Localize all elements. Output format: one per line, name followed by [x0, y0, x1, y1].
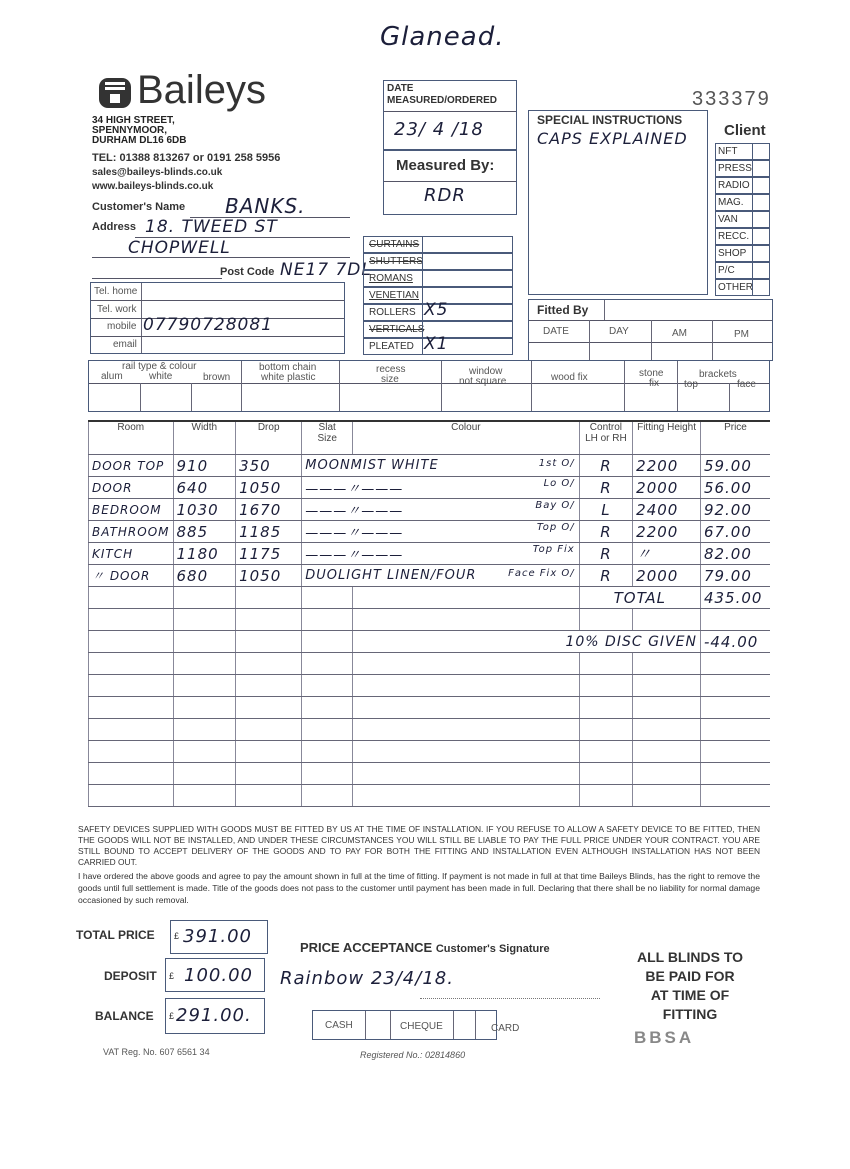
discount-label: 10% DISC GIVEN [353, 631, 701, 653]
price-acceptance-label [300, 940, 550, 955]
vat-number: VAT Reg. No. 607 6561 34 [103, 1047, 210, 1057]
currency-symbol: £ [169, 971, 175, 981]
cell-width[interactable] [173, 785, 236, 807]
cell-width[interactable] [173, 741, 236, 763]
table-row [89, 455, 771, 477]
cell-colour[interactable] [353, 587, 580, 609]
agreement-text: I have ordered the above goods and agree to pay the amount shown in full at the time of fitting. If payment is not made in full at that time Baileys Blinds, has the right to remove the goods until full settlement is made. Title of the goods does not pass to the customer until payment has been made in full. Declaring that there shall be no liability for normal damage occasioned by such removal. [78, 871, 760, 905]
cell-drop[interactable] [236, 719, 302, 741]
rail-type-label: rail type & colour [122, 361, 197, 372]
cell-room[interactable] [89, 741, 174, 763]
total-price-value: 391.00 [183, 926, 252, 947]
fitting-options-row [88, 360, 770, 412]
company-tel: TEL: 01388 813267 or 0191 258 5956 [92, 152, 281, 164]
date-label [387, 83, 497, 107]
cell-price[interactable] [700, 697, 770, 719]
cell-fitting-height[interactable]: 2400 [633, 499, 701, 521]
date-box [383, 80, 517, 150]
col-colour: Colour [353, 421, 580, 455]
cell-price[interactable] [700, 609, 770, 631]
date-label-1: DATE [387, 83, 414, 94]
cell-price[interactable]: 67.00 [700, 521, 770, 543]
total-price-label: TOTAL PRICE [76, 928, 155, 942]
table-row [89, 719, 771, 741]
cell-room[interactable] [89, 653, 174, 675]
cell-control[interactable]: L [579, 499, 632, 521]
cell-fitting-height[interactable] [633, 741, 701, 763]
cell-width[interactable]: 640 [173, 477, 236, 499]
cell-drop[interactable] [236, 785, 302, 807]
cell-room[interactable] [89, 719, 174, 741]
cell-control[interactable] [579, 697, 632, 719]
cell-colour[interactable] [302, 543, 579, 565]
table-header-row [89, 421, 771, 455]
client-label: Client [724, 122, 766, 139]
blind-type-romans[interactable] [363, 270, 513, 287]
date-label-2: MEASURED/ORDERED [387, 95, 498, 106]
slat-label: Slat [318, 422, 336, 433]
measured-by-box [383, 150, 517, 215]
table-row [89, 565, 771, 587]
window-label: window [469, 366, 503, 377]
cell-width[interactable] [173, 719, 236, 741]
bbsa-logo: BBSA [634, 1028, 695, 1047]
fix-note: Top O/ [536, 522, 575, 533]
client-option-label: MAG. [718, 197, 744, 208]
cell-price[interactable] [700, 763, 770, 785]
cell-room[interactable] [89, 785, 174, 807]
safety-notice: SAFETY DEVICES SUPPLIED WITH GOODS MUST BE FITTED BY US AT THE TIME OF INSTALLATION. IF YOU REFUSE TO ALLOW A SAFETY DEVICE TO BE FITTED, THEN THE GOODS WILL NOT BE INSTALLED, AND UNDER THESE CIRCUMSTANCES YOU WILL STILL BE LIABLE TO PAY THE FULL PRICE UNDER YOUR CONTRACT. YOU ARE STILL BOUND TO ACCEPT DELIVERY OF THE GOODS AND TO PAY FOR BOTH THE FITTING AND INSTALLATION EVEN ALTHOUGH INSTALLATION HAS NOT BEEN CARRIED OUT. [78, 824, 760, 867]
client-option-shop[interactable] [715, 245, 770, 262]
balance-value: 291.00. [176, 1005, 252, 1026]
cell-colour[interactable] [353, 719, 580, 741]
col-drop: Drop [236, 421, 302, 455]
cell-drop[interactable] [236, 609, 302, 631]
cell-drop[interactable] [236, 741, 302, 763]
fitted-by-label: Fitted By [537, 303, 589, 317]
total-price-box[interactable] [170, 920, 268, 954]
col-fitting-height: Fitting Height [633, 421, 701, 455]
col-slat-size [302, 421, 353, 455]
cell-fitting-height[interactable] [633, 785, 701, 807]
cell-fitting-height[interactable] [633, 719, 701, 741]
colour-value: ———〃——— [305, 526, 404, 541]
cell-width[interactable] [173, 697, 236, 719]
currency-symbol: £ [169, 1011, 175, 1021]
postcode-label: Post Code [220, 266, 275, 278]
client-option-label: RECC. [718, 231, 750, 242]
cell-drop[interactable]: 1175 [236, 543, 302, 565]
cell-room[interactable]: DOOR TOP [89, 455, 174, 477]
cell-room[interactable] [89, 675, 174, 697]
blind-type-label: VERTICALS [369, 324, 425, 335]
table-row [89, 499, 771, 521]
blind-type-pleated[interactable] [363, 334, 513, 355]
registered-number: Registered No.: 02814860 [360, 1050, 466, 1060]
cell-price[interactable]: 56.00 [700, 477, 770, 499]
blind-type-mark: X1 [424, 334, 449, 354]
client-option-label: SHOP [718, 248, 747, 259]
fitted-by-box [528, 299, 773, 361]
cell-drop[interactable]: 1050 [236, 565, 302, 587]
table-row [89, 587, 771, 609]
cell-colour[interactable] [302, 499, 579, 521]
email-label: email [113, 339, 137, 350]
cell-price[interactable]: 82.00 [700, 543, 770, 565]
cell-slat[interactable] [302, 697, 353, 719]
cell-drop[interactable] [236, 587, 302, 609]
fix-note: Bay O/ [535, 500, 575, 511]
signature-label: Customer's Signature [435, 943, 550, 955]
fitted-date-label: DATE [543, 326, 569, 337]
table-row [89, 675, 771, 697]
cell-drop[interactable] [236, 675, 302, 697]
cell-control[interactable]: R [579, 455, 632, 477]
colour-value: MOONMIST WHITE [305, 458, 439, 473]
fix-note: Face Fix O/ [508, 568, 575, 579]
cell-colour[interactable] [353, 653, 580, 675]
cell-colour[interactable] [302, 565, 579, 587]
cell-room[interactable] [89, 631, 174, 653]
brackets-label: brackets [699, 369, 737, 380]
cell-slat[interactable] [302, 763, 353, 785]
blind-type-mark: X5 [424, 300, 449, 320]
table-row [89, 785, 771, 807]
address-line: DURHAM DL16 6DB [92, 135, 187, 146]
cell-control[interactable] [579, 609, 632, 631]
cell-control[interactable]: R [579, 477, 632, 499]
client-option-label: P/C [718, 265, 735, 276]
client-option-label: VAN [718, 214, 738, 225]
cell-control[interactable]: R [579, 543, 632, 565]
window-sub: not square [459, 376, 507, 387]
blind-type-label: CURTAINS [369, 239, 420, 250]
bottom-chain-sub: white plastic [261, 372, 316, 383]
mobile-value[interactable]: 07790728081 [143, 315, 273, 335]
cell-colour[interactable] [353, 763, 580, 785]
wood-fix-label: wood fix [551, 372, 588, 383]
discount-value[interactable]: -44.00 [700, 631, 770, 653]
deposit-value: 100.00 [184, 965, 253, 986]
cell-room[interactable]: 〃 DOOR [89, 565, 174, 587]
company-email[interactable]: sales@baileys-blinds.co.uk [92, 167, 223, 178]
client-option-label: PRESS [718, 163, 752, 174]
cell-colour[interactable] [353, 609, 580, 631]
cell-price[interactable]: 79.00 [700, 565, 770, 587]
recess-label: recess [376, 364, 406, 375]
payment-card[interactable]: CARD [491, 1023, 520, 1034]
items-table [88, 420, 770, 807]
cell-width[interactable]: 885 [173, 521, 236, 543]
cell-width[interactable] [173, 609, 236, 631]
company-logo [97, 74, 133, 115]
postcode[interactable]: NE17 7DL [280, 260, 372, 280]
rail-alum-label: alum [101, 371, 123, 382]
colour-value: ———〃——— [305, 482, 404, 497]
cell-fitting-height[interactable]: 2200 [633, 455, 701, 477]
colour-value: ———〃——— [305, 504, 404, 519]
cell-room[interactable] [89, 587, 174, 609]
special-instructions-value[interactable]: CAPS EXPLAINED [537, 129, 688, 148]
blind-type-label: VENETIAN [369, 290, 420, 301]
lh-rh-label: LH or RH [585, 433, 627, 444]
rail-brown-label: brown [203, 372, 231, 383]
currency-symbol: £ [174, 931, 180, 941]
cell-drop[interactable] [236, 631, 302, 653]
cell-colour[interactable] [353, 697, 580, 719]
col-price: Price [700, 421, 770, 455]
cell-control[interactable]: R [579, 565, 632, 587]
cell-room[interactable]: DOOR [89, 477, 174, 499]
cell-drop[interactable] [236, 697, 302, 719]
special-instructions-box [528, 110, 708, 295]
cell-price[interactable] [700, 653, 770, 675]
cell-fitting-height[interactable] [633, 697, 701, 719]
colour-value: DUOLIGHT LINEN/FOUR [305, 568, 477, 583]
table-row [89, 697, 771, 719]
company-name: Baileys [137, 68, 266, 112]
deposit-label: DEPOSIT [104, 969, 157, 983]
cell-slat[interactable] [302, 653, 353, 675]
cell-control[interactable] [579, 741, 632, 763]
cell-slat[interactable] [302, 631, 353, 653]
handwritten-top-note: Glanead. [380, 22, 505, 52]
cell-control[interactable]: R [579, 521, 632, 543]
cell-width[interactable] [173, 653, 236, 675]
cell-fitting-height[interactable]: 2000 [633, 565, 701, 587]
rail-white-label: white [149, 371, 173, 382]
blind-type-curtains[interactable] [363, 236, 513, 253]
cell-slat[interactable] [302, 741, 353, 763]
tel-work-label: Tel. work [97, 304, 137, 315]
client-option-mag[interactable] [715, 194, 770, 211]
payment-cheque[interactable]: CHEQUE [400, 1021, 443, 1032]
client-option-van[interactable] [715, 211, 770, 228]
cell-price[interactable]: 59.00 [700, 455, 770, 477]
blind-type-label: PLEATED [369, 341, 414, 352]
fitted-pm-label: PM [734, 329, 749, 340]
blind-type-label: ROMANS [369, 273, 413, 284]
cell-room[interactable] [89, 697, 174, 719]
fix-note: Top Fix [532, 544, 575, 555]
recess-sub: size [381, 374, 399, 385]
cell-room[interactable]: BATHROOM [89, 521, 174, 543]
notice-line: BE PAID FOR [645, 968, 735, 984]
table-row [89, 609, 771, 631]
date-value[interactable]: 23/ 4 /18 [394, 119, 484, 140]
cell-control[interactable] [579, 675, 632, 697]
address-line: SPENNYMOOR, [92, 125, 168, 136]
col-width: Width [173, 421, 236, 455]
cell-width[interactable]: 1030 [173, 499, 236, 521]
cell-colour[interactable] [302, 521, 579, 543]
mobile-label: mobile [107, 321, 137, 332]
cell-fitting-height[interactable] [633, 675, 701, 697]
phone-box [90, 282, 345, 354]
cell-slat[interactable] [302, 587, 353, 609]
cell-colour[interactable] [302, 455, 579, 477]
cell-colour[interactable] [353, 741, 580, 763]
address-label: Address [92, 221, 137, 233]
cell-fitting-height[interactable] [633, 653, 701, 675]
fitted-day-label: DAY [609, 326, 629, 337]
tel-home-label: Tel. home [94, 286, 138, 297]
address-line2[interactable]: CHOPWELL [128, 238, 231, 258]
cell-fitting-height[interactable]: 2000 [633, 477, 701, 499]
client-option-label: NFT [718, 146, 738, 157]
notice-line: FITTING [662, 1006, 718, 1022]
table-row [89, 653, 771, 675]
colour-value: ———〃——— [305, 548, 404, 563]
cell-drop[interactable]: 1670 [236, 499, 302, 521]
cell-width[interactable]: 910 [173, 455, 236, 477]
brackets-face-label: face [737, 379, 756, 390]
fix-note: 1st O/ [538, 458, 575, 469]
acceptance-title: PRICE ACCEPTANCE [300, 940, 433, 955]
client-option-radio[interactable] [715, 177, 770, 194]
control-label: Control [589, 422, 623, 433]
table-row [89, 741, 771, 763]
blind-logo-icon [97, 74, 133, 110]
cell-width[interactable] [173, 675, 236, 697]
client-option-nft[interactable] [715, 143, 770, 160]
stone-fix-label: stone [639, 368, 664, 379]
special-instructions-label: SPECIAL INSTRUCTIONS [537, 113, 683, 127]
client-option-recc[interactable] [715, 228, 770, 245]
customer-signature[interactable]: Rainbow 23/4/18. [280, 968, 454, 989]
cell-slat[interactable] [302, 785, 353, 807]
cell-width[interactable] [173, 763, 236, 785]
cell-drop[interactable]: 1185 [236, 521, 302, 543]
size-label: Size [317, 433, 337, 444]
brackets-top-label: top [684, 379, 698, 390]
cell-fitting-height[interactable] [633, 609, 701, 631]
cell-price[interactable] [700, 675, 770, 697]
cell-room[interactable] [89, 763, 174, 785]
table-row [89, 477, 771, 499]
cell-drop[interactable]: 350 [236, 455, 302, 477]
table-row [89, 631, 771, 653]
cell-slat[interactable] [302, 675, 353, 697]
table-row [89, 521, 771, 543]
customer-name[interactable]: BANKS. [225, 194, 306, 218]
client-option-label: RADIO [718, 180, 750, 191]
cell-slat[interactable] [302, 609, 353, 631]
cell-colour[interactable] [353, 675, 580, 697]
client-option-press[interactable] [715, 160, 770, 177]
cell-fitting-height[interactable] [633, 763, 701, 785]
total-value[interactable]: 435.00 [700, 587, 770, 609]
notice-line: AT TIME OF [650, 987, 730, 1003]
cell-width[interactable]: 1180 [173, 543, 236, 565]
cell-fitting-height[interactable]: 〃 [633, 543, 701, 565]
stone-fix-sub: fix [649, 378, 659, 389]
total-label: TOTAL [579, 587, 700, 609]
cell-width[interactable] [173, 631, 236, 653]
cell-width[interactable] [173, 587, 236, 609]
cell-fitting-height[interactable]: 2200 [633, 521, 701, 543]
cell-room[interactable]: BEDROOM [89, 499, 174, 521]
cell-width[interactable]: 680 [173, 565, 236, 587]
cell-price[interactable]: 92.00 [700, 499, 770, 521]
payment-cash[interactable]: CASH [325, 1020, 353, 1031]
company-address [92, 116, 186, 146]
col-room: Room [89, 421, 174, 455]
notice-line: ALL BLINDS TO [636, 949, 744, 965]
client-option-pc[interactable] [715, 262, 770, 279]
cell-drop[interactable] [236, 653, 302, 675]
cell-colour[interactable] [302, 477, 579, 499]
balance-box[interactable] [165, 998, 265, 1034]
blind-type-label: SHUTTERS [369, 256, 423, 267]
cell-price[interactable] [700, 719, 770, 741]
blind-type-label: ROLLERS [369, 307, 416, 318]
table-row [89, 543, 771, 565]
cell-room[interactable] [89, 609, 174, 631]
address-line: 34 HIGH STREET, [92, 115, 175, 126]
cell-price[interactable] [700, 785, 770, 807]
bottom-chain-label: bottom chain [259, 362, 317, 373]
cell-room[interactable]: KITCH [89, 543, 174, 565]
customer-name-label: Customer's Name [92, 201, 186, 213]
company-website[interactable]: www.baileys-blinds.co.uk [92, 181, 214, 192]
cell-control[interactable] [579, 653, 632, 675]
measured-by-value[interactable]: RDR [424, 185, 466, 206]
client-option-label: OTHER [718, 282, 753, 293]
address-line1[interactable]: 18. TWEED ST [145, 217, 278, 237]
client-option-other[interactable] [715, 279, 770, 296]
cell-slat[interactable] [302, 719, 353, 741]
payment-notice [620, 948, 760, 1024]
blind-type-shutters[interactable] [363, 253, 513, 270]
deposit-box[interactable] [165, 958, 265, 992]
cell-colour[interactable] [353, 785, 580, 807]
cell-control[interactable] [579, 719, 632, 741]
measured-by-label: Measured By: [396, 157, 495, 174]
cell-drop[interactable] [236, 763, 302, 785]
balance-label: BALANCE [95, 1009, 154, 1023]
table-row [89, 763, 771, 785]
cell-price[interactable] [700, 741, 770, 763]
form-number: 333379 [692, 88, 771, 110]
cell-drop[interactable]: 1050 [236, 477, 302, 499]
cell-control[interactable] [579, 763, 632, 785]
payment-method-box [312, 1010, 520, 1040]
blind-type-rollers[interactable] [363, 300, 513, 321]
fitted-am-label: AM [672, 328, 687, 339]
col-control [579, 421, 632, 455]
cell-control[interactable] [579, 785, 632, 807]
fix-note: Lo O/ [543, 478, 575, 489]
